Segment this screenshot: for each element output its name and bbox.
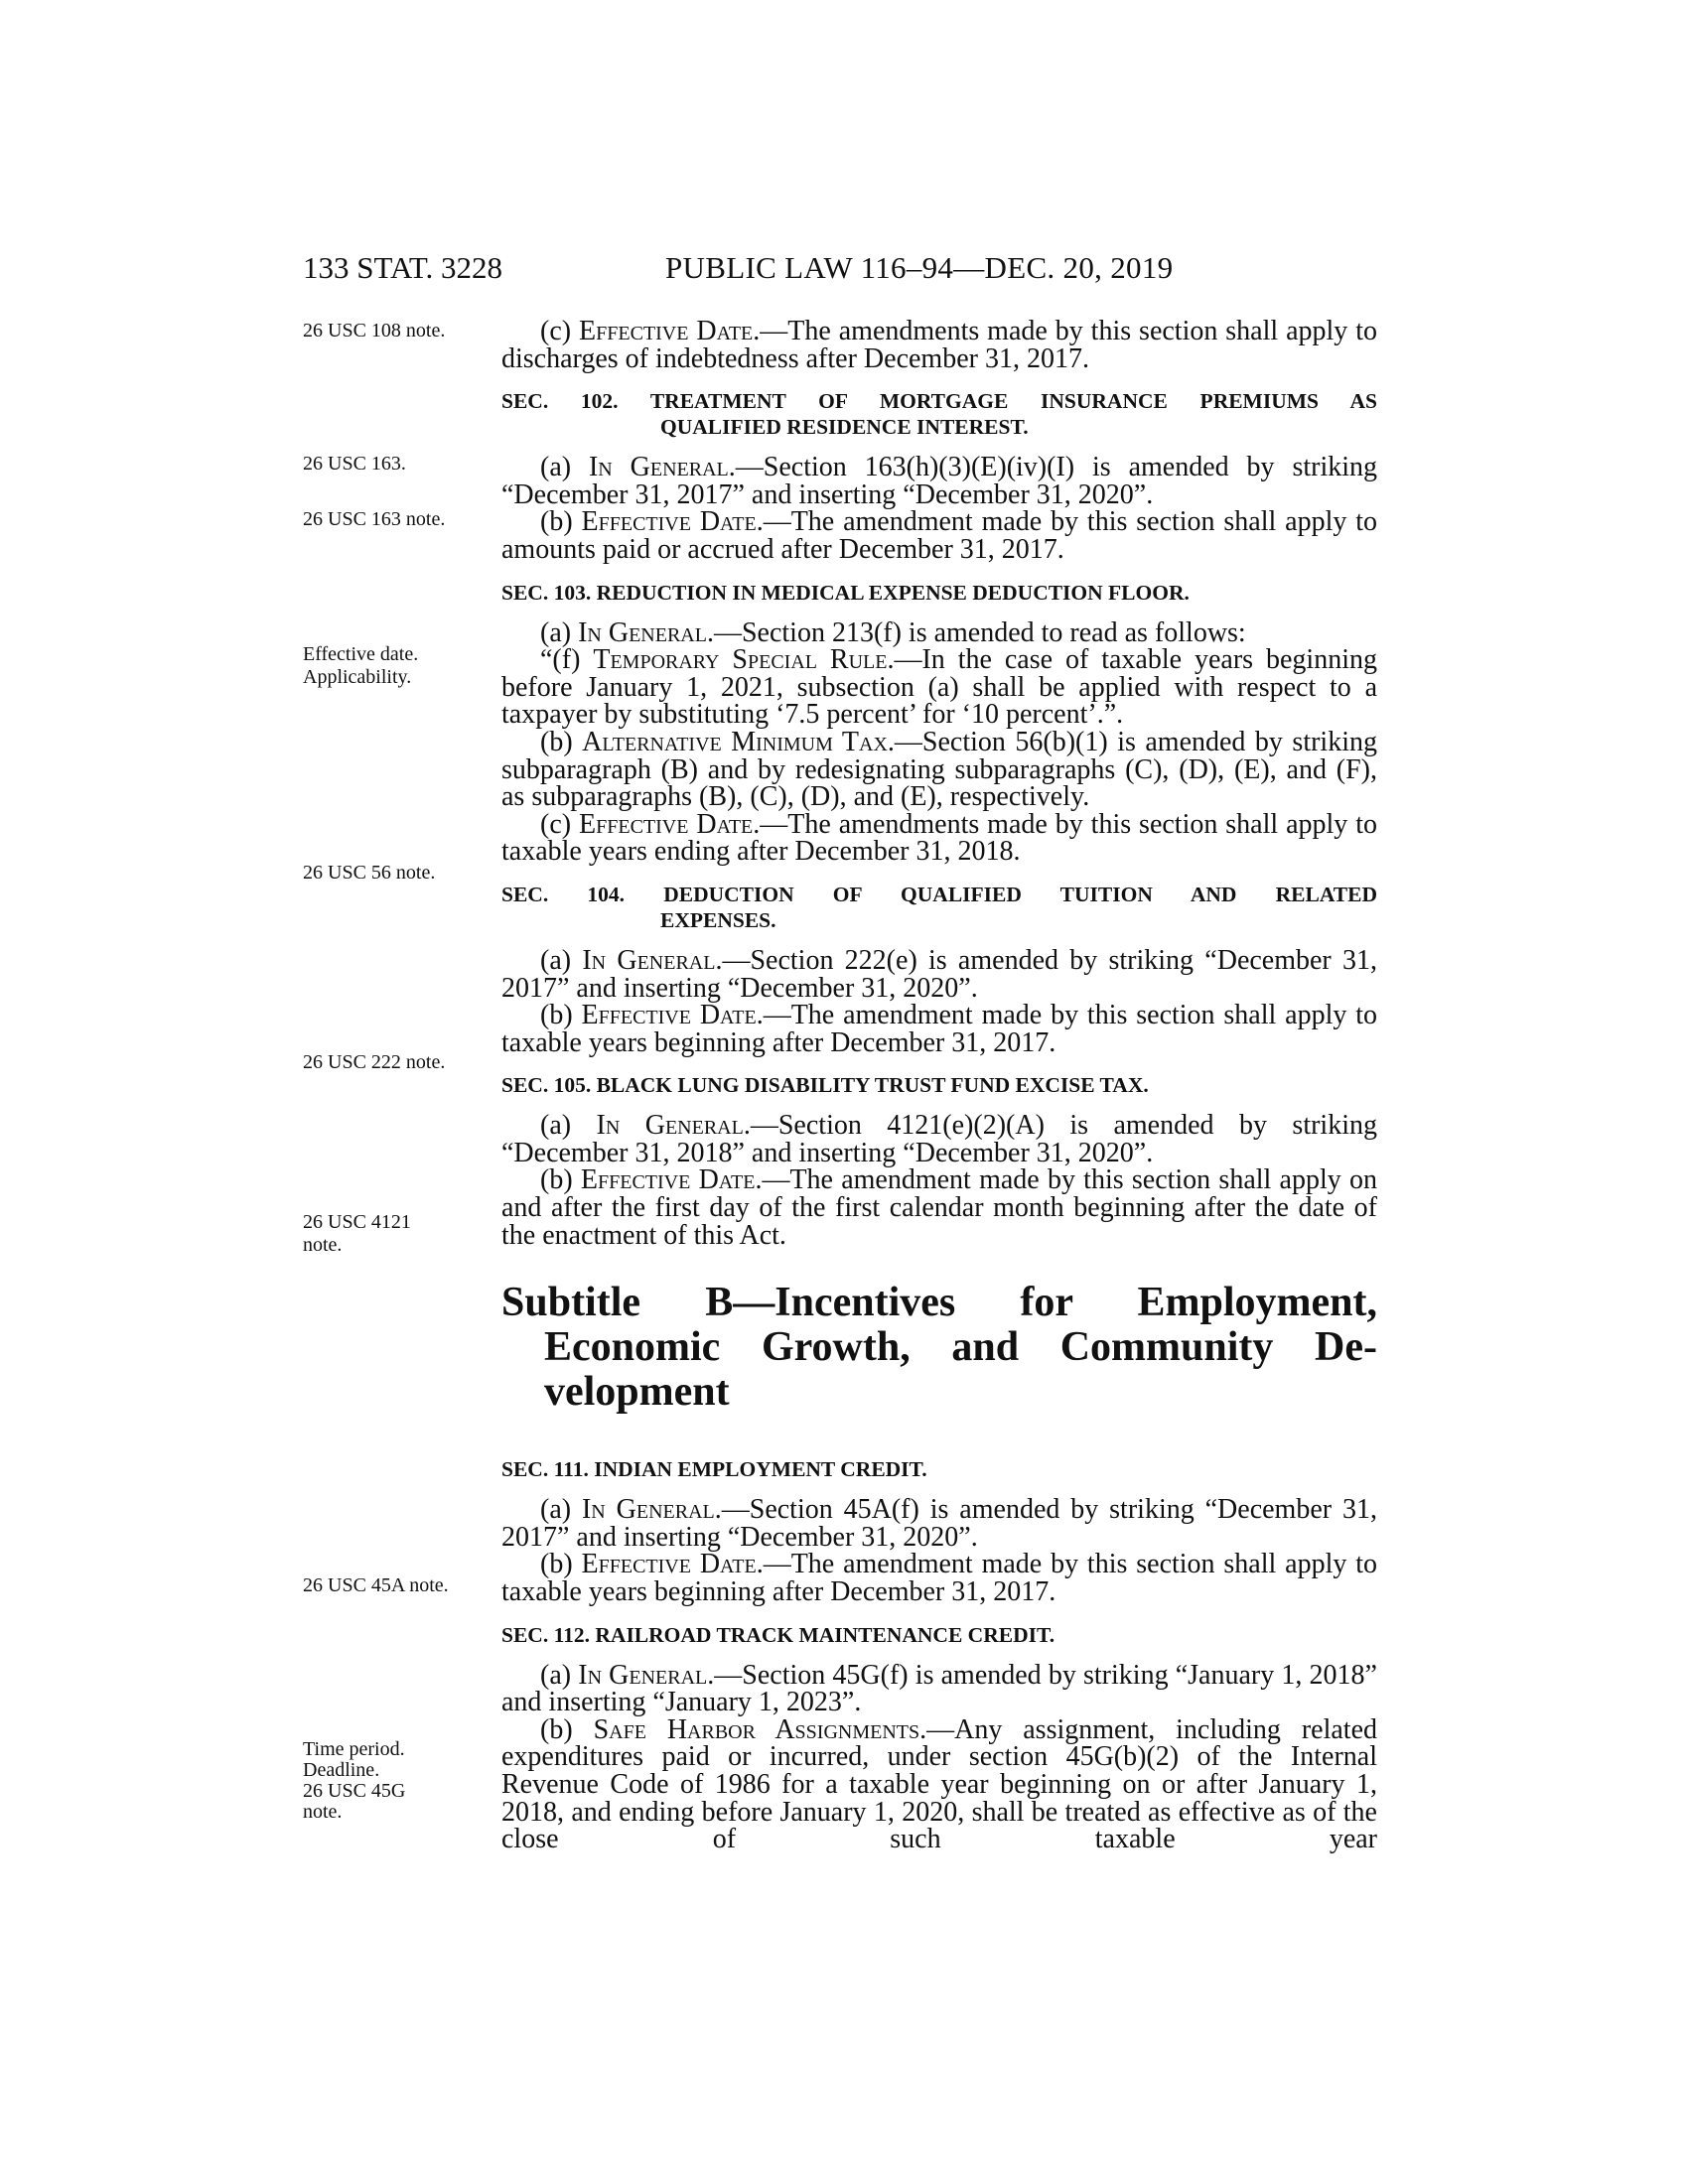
stat-reference: 133 STAT. 3228 [303,250,503,285]
sec101-subsection-c: (c) Effective Date.—The amendments made by this section shall apply to discharges of indebtedness after December 31, 2017. [501,316,1378,374]
margin-note-usc4121-note: note. [303,1234,343,1256]
sec111-subsection-b: (b) Effective Date.—The amendment made by this section shall apply to taxable years beginning after December 31, 2017. [501,1549,1377,1608]
sec111-subsection-a: (a) In General.—Section 45A(f) is amended by striking “December 31, 2017” and inserting “December 31, 2020”. [501,1494,1377,1553]
margin-note-usc4121: 26 USC 4121 [303,1211,411,1233]
margin-note-effective-date: Effective date. [303,643,419,665]
margin-note-time-period: Time period. [303,1738,405,1760]
sec103-subsection-b: (b) Alternative Minimum Tax.—Section 56(b)(1) is amended by striking subparagraph (B) and by redesignating subparagraphs (C), (D), (E), and (F), as subparagraphs (B), (C), (D), and (E), respectively. [501,726,1377,813]
sec104-subsection-a: (a) In General.—Section 222(e) is amended by striking “December 31, 2017” and inserting “December 31, 2020”. [501,944,1378,1004]
sec103-heading: SEC. 103. REDUCTION IN MEDICAL EXPENSE DEDUCTION FLOOR. [501,580,1190,605]
sec103-subsection-a: (a) In General.—Section 213(f) is amended to read as follows: [540,616,1246,648]
sec104-heading-cont: EXPENSES. [660,907,776,932]
sec102-heading: SEC. 102. TREATMENT OF MORTGAGE INSURANCE PREMIUMS AS [501,389,1377,414]
sec105-subsection-a: (a) In General.—Section 4121(e)(2)(A) is amended by striking “December 31, 2018” and inserting “December 31, 2020”. [501,1110,1377,1168]
page-header [303,250,1375,290]
sec102-subsection-b: (b) Effective Date.—The amendment made by this section shall apply to amounts paid or accrued after December 31, 2017. [501,506,1377,565]
margin-note-usc222: 26 USC 222 note. [303,1051,446,1073]
margin-note-usc45g-note: note. [303,1801,343,1823]
sec112-subsection-a: (a) In General.—Section 45G(f) is amended by striking “January 1, 2018” and inserting “January 1, 2023”. [501,1659,1377,1718]
margin-note-usc108: 26 USC 108 note. [303,320,446,341]
sec111-heading: SEC. 111. INDIAN EMPLOYMENT CREDIT. [501,1457,927,1482]
sec103-subsection-c: (c) Effective Date.—The amendments made by this section shall apply to taxable years ending after December 31, 2018. [501,808,1378,868]
sec105-subsection-b: (b) Effective Date.—The amendment made by this section shall apply on and after the first day of the first calendar month beginning after the date of the enactment of this Act. [501,1164,1377,1251]
sec105-heading: SEC. 105. BLACK LUNG DISABILITY TRUST FUND EXCISE TAX. [501,1073,1149,1098]
body-column [501,318,1377,1853]
sec102-subsection-a: (a) In General.—Section 163(h)(3)(E)(iv)(I) is amended by striking “December 31, 2017” and inserting “December 31, 2020”. [501,452,1378,510]
margin-note-applicability: Applicability. [303,666,412,688]
margin-note-usc163: 26 USC 163. [303,453,406,475]
subtitle-b-heading: Subtitle B—Incentives for Employment, Economic Growth, and Community De- velopment [501,1280,1377,1416]
sec102-heading-cont: QUALIFIED RESIDENCE INTEREST. [660,415,1029,440]
sec104-subsection-b: (b) Effective Date.—The amendment made by this section shall apply to taxable years beginning after December 31, 2017. [501,1000,1377,1058]
margin-note-usc56: 26 USC 56 note. [303,862,436,884]
sec112-heading: SEC. 112. RAILROAD TRACK MAINTENANCE CREDIT. [501,1622,1055,1647]
sec104-heading: SEC. 104. DEDUCTION OF QUALIFIED TUITION AND RELATED [501,882,1377,906]
margin-note-usc45g: 26 USC 45G [303,1780,406,1802]
sec112-subsection-b: (b) Safe Harbor Assignments.—Any assignment, including related expenditures paid or incurred, under section 45G(b)(2) of the Internal Revenue Code of 1986 for a taxable year beginning on or after January 1, 2018, and ending before January 1, 2020, shall be treated as effective as of the close of such taxable year [501,1713,1377,1855]
sec103-temporary-rule: “(f) Temporary Special Rule.—In the case of taxable years beginning before January 1, 2021, subsection (a) shall be applied with respect to a taxpayer by substituting ‘7.5 percent’ for ‘10 percent’.”. [501,644,1377,731]
law-title: PUBLIC LAW 116–94—DEC. 20, 2019 [665,250,1174,285]
margin-note-usc163-note: 26 USC 163 note. [303,508,446,530]
margin-note-deadline: Deadline. [303,1759,380,1781]
margin-note-usc45a: 26 USC 45A note. [303,1574,449,1596]
